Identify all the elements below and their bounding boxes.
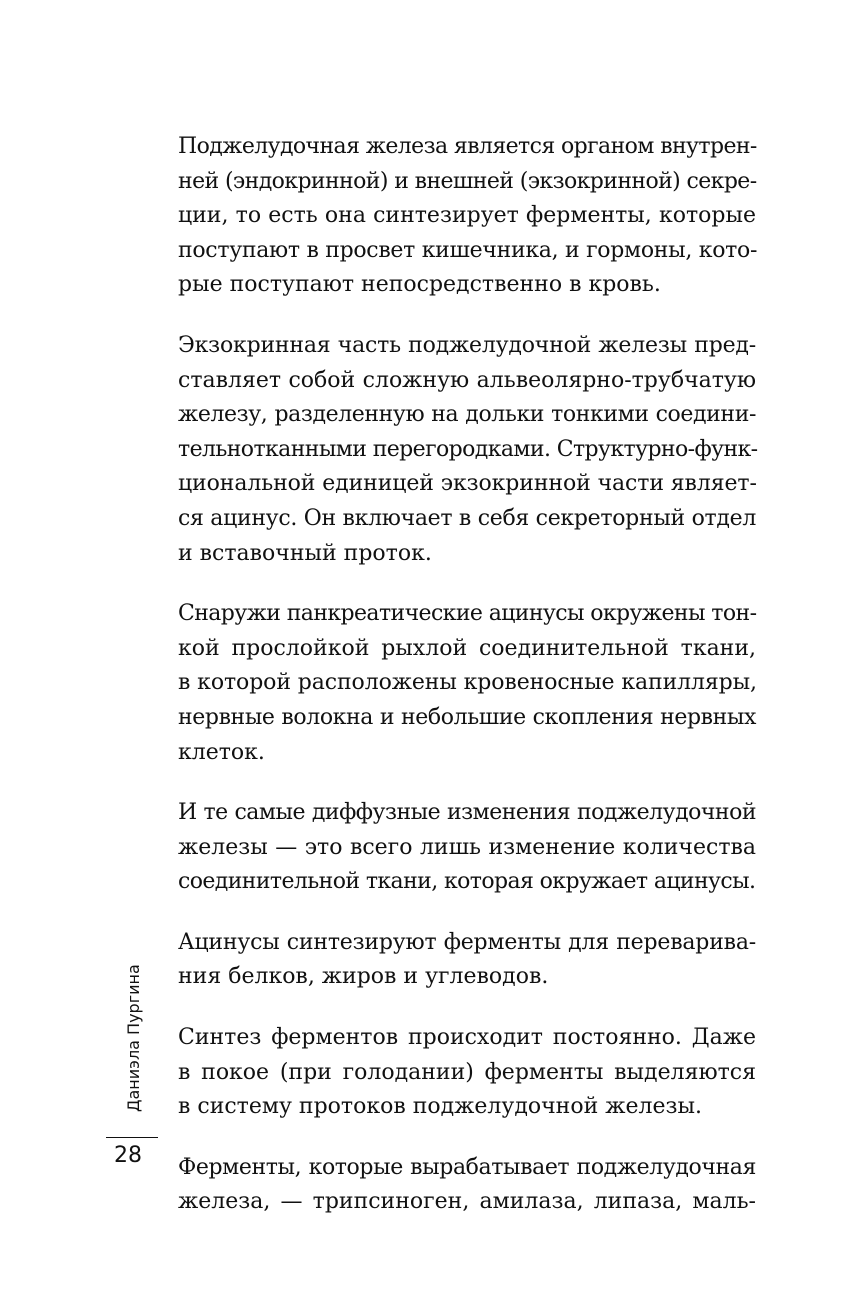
paragraph (178, 1151, 756, 1220)
text-line: Ферменты, которые вырабатывает поджелудочная (178, 1154, 756, 1180)
text-line: клеток. (178, 739, 265, 765)
paragraph (178, 597, 756, 770)
text-line: ся ацинус. Он включает в себя секреторный отдел (178, 505, 757, 531)
text-line: циональной единицей экзокринной части являет- (178, 471, 757, 497)
text-line: поступают в просвет кишечника, и гормоны, кото- (178, 237, 758, 263)
paragraph (178, 130, 756, 303)
text-line: ней (эндокринной) и внешней (экзокринной) секре- (178, 168, 757, 194)
text-line: Снаружи панкреатические ацинусы окружены тон- (178, 601, 757, 627)
text-line: кой прослойкой рыхлой соединительной ткани, (178, 635, 756, 661)
text-line: в которой расположены кровеносные капилляры, (178, 670, 757, 696)
text-line: ния белков, жиров и углеводов. (178, 964, 549, 990)
text-line: в систему протоков поджелудочной железы. (178, 1094, 702, 1120)
text-line: соединительной ткани, которая окружает ацинусы. (178, 869, 756, 895)
text-line: железы — это всего лишь изменение количества (178, 834, 756, 860)
folio-rule (106, 1137, 158, 1138)
body-text (178, 130, 756, 1246)
paragraph (178, 796, 756, 900)
page-number: 28 (114, 1143, 142, 1168)
text-line: ставляет собой сложную альвеолярно-трубчатую (178, 367, 756, 393)
text-line: железа, — трипсиноген, амилаза, липаза, маль- (178, 1189, 756, 1215)
text-line: рые поступают непосредственно в кровь. (178, 272, 661, 298)
text-line: железу, разделенную на дольки тонкими соедини- (178, 402, 756, 428)
text-line: в покое (при голодании) ферменты выделяются (178, 1059, 756, 1085)
text-line: тельнотканными перегородками. Структурно-функ- (178, 436, 758, 462)
text-line: Ацинусы синтезируют ферменты для переварива- (178, 929, 756, 955)
paragraph (178, 926, 756, 995)
text-line: Синтез ферментов происходит постоянно. Даже (178, 1025, 756, 1051)
text-line: ции, то есть она синтезирует ферменты, которые (178, 203, 756, 229)
text-line: Поджелудочная железа является органом внутрен- (178, 134, 757, 159)
text-line: нервные волокна и небольшие скопления нервных (178, 704, 756, 730)
text-line: Экзокринная часть поджелудочной железы пред- (178, 332, 756, 358)
running-head-author: Даниэла Пургина (124, 964, 143, 1112)
paragraph (178, 329, 756, 571)
paragraph (178, 1021, 756, 1125)
text-line: и вставочный проток. (178, 540, 432, 566)
text-line: И те самые диффузные изменения поджелудочной (178, 800, 756, 826)
